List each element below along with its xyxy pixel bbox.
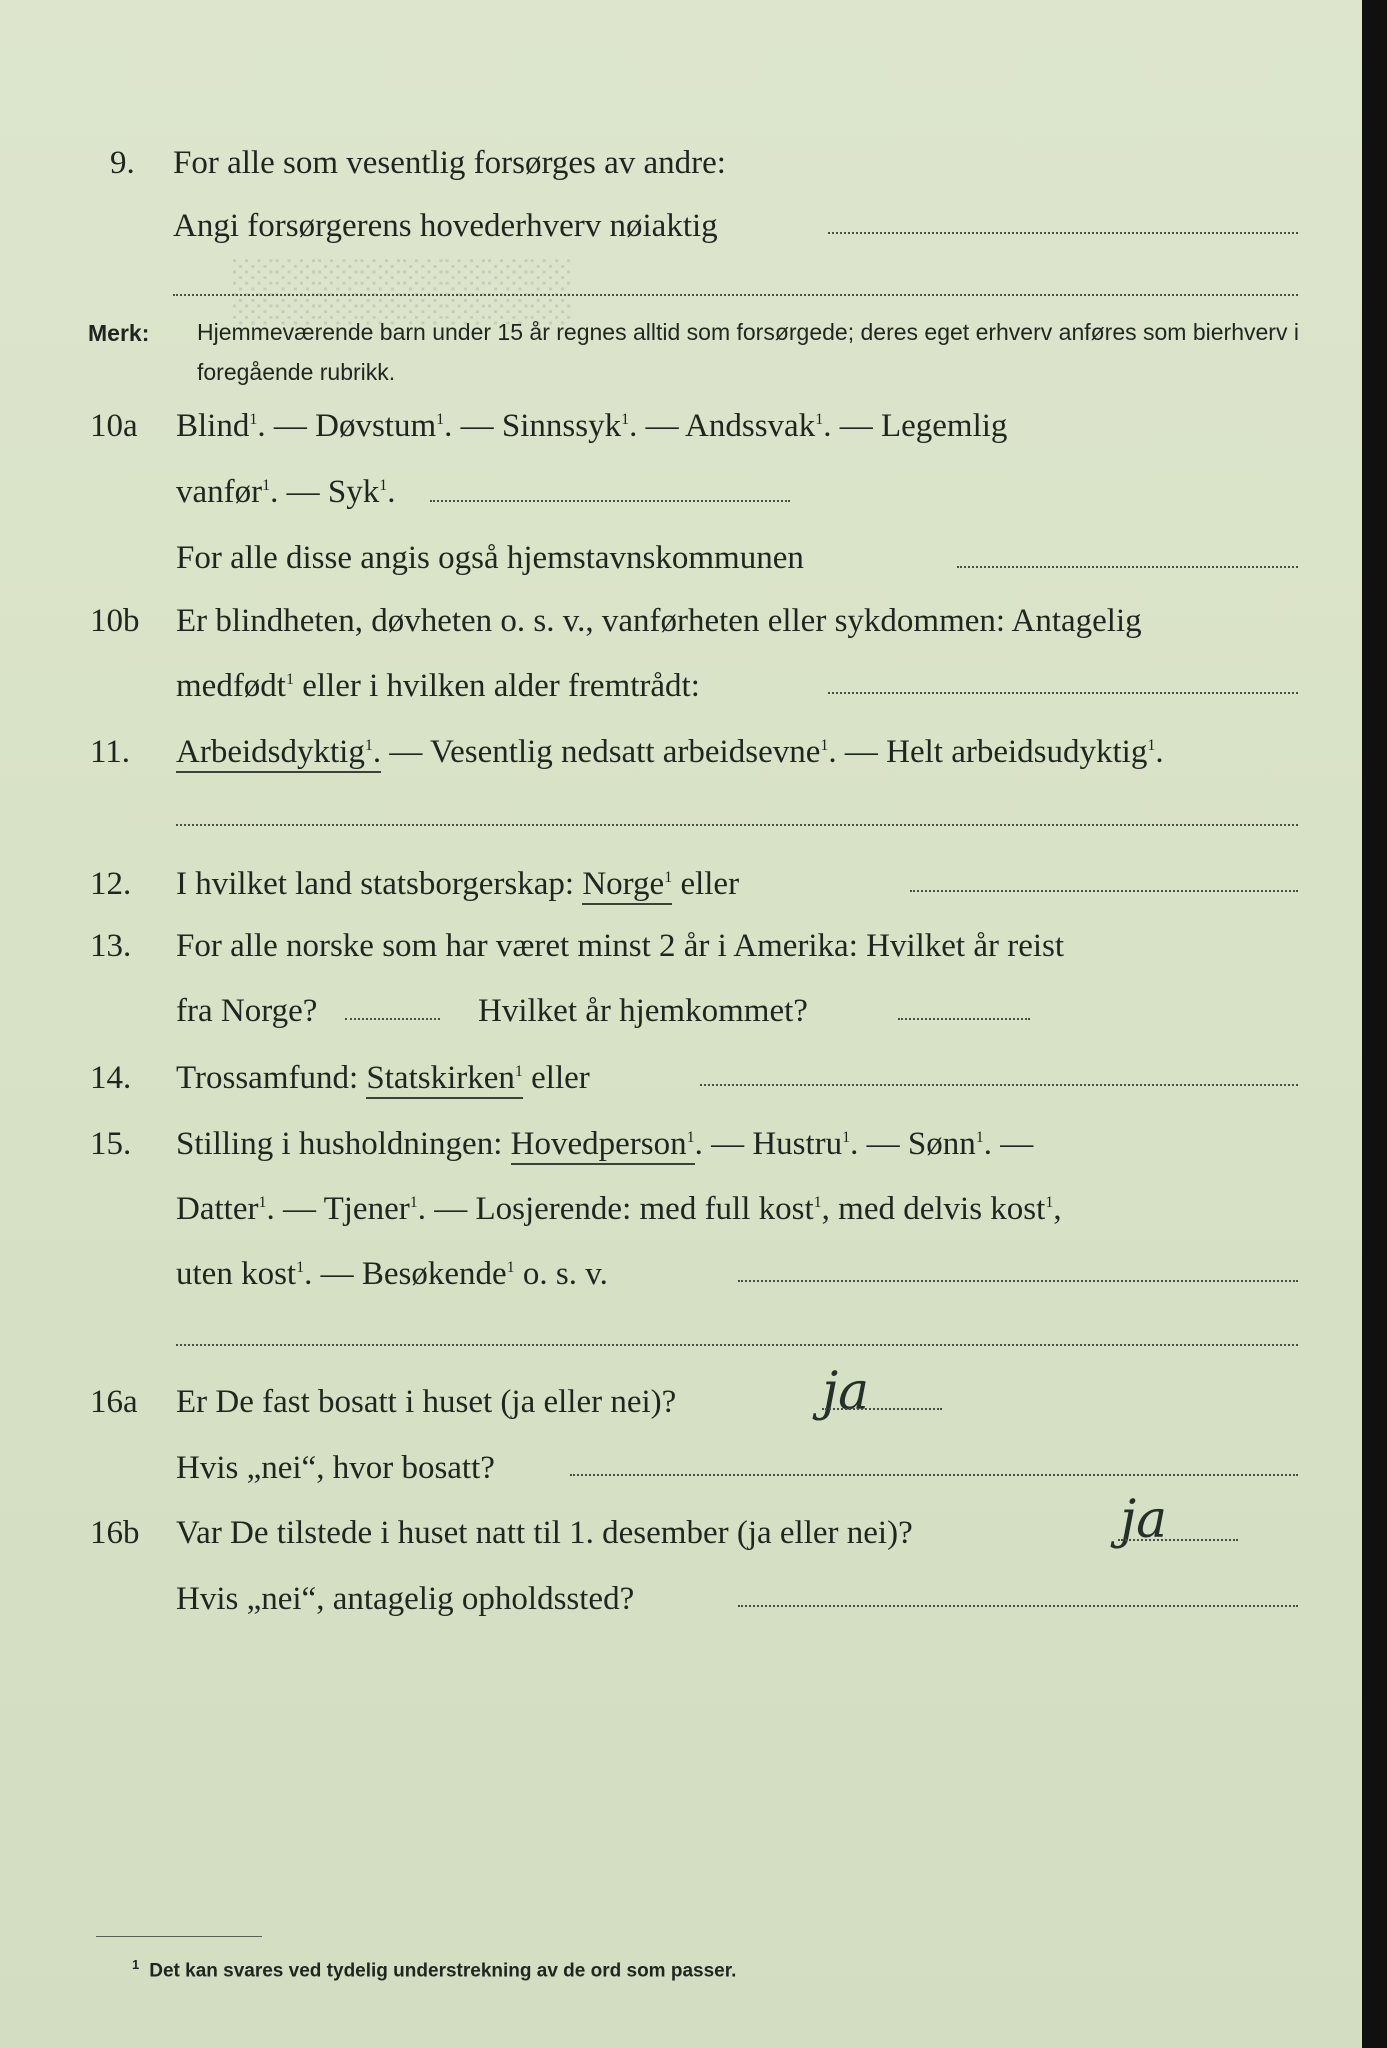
- q14-line: Trossamfund: Statskirken$^1$ eller: [176, 1060, 590, 1097]
- q10b-line2: medfødt$^1$ eller i hvilken alder fremtrådt:: [176, 668, 700, 704]
- q16b-line2: Hvis „nei“, antagelig opholdssted?: [176, 1581, 635, 1617]
- q10a-number: 10a: [90, 408, 138, 444]
- option-norge[interactable]: Norge$^1$: [582, 866, 672, 905]
- q13-number: 13.: [90, 928, 132, 964]
- option-vesentlig-nedsatt[interactable]: Vesentlig nedsatt arbeidsevne$^1$.: [429, 734, 837, 770]
- option-hovedperson[interactable]: Hovedperson$^1$: [511, 1126, 695, 1165]
- q16a-bosatt-line[interactable]: [570, 1474, 1298, 1476]
- option-datter[interactable]: Datter$^1$.: [176, 1191, 275, 1227]
- q9-line2: Angi forsørgerens hovederhverv nøiaktig: [173, 208, 718, 244]
- q10a-line1: Blind$^1$. — Døvstum$^1$. — Sinnssyk$^1$. — Andssvak$^1$. — Legemlig: [176, 408, 1008, 444]
- q12-line: I hvilket land statsborgerskap: Norge$^1$ eller: [176, 866, 739, 903]
- q9-answer-line-2[interactable]: [173, 294, 1298, 296]
- option-vanfor[interactable]: vanfør$^1$.: [176, 474, 279, 510]
- q9-line1: For alle som vesentlig forsørges av andre:: [173, 145, 726, 181]
- q10b-answer-line[interactable]: [828, 692, 1298, 694]
- option-tjener[interactable]: Tjener$^1$.: [323, 1191, 426, 1227]
- option-arbeidsdyktig[interactable]: Arbeidsdyktig$^1$.: [176, 734, 381, 773]
- q11-answer-line[interactable]: [176, 824, 1298, 826]
- option-hustru[interactable]: Hustru$^1$.: [752, 1126, 859, 1162]
- q10a-line2: vanfør$^1$. — Syk$^1$.: [176, 474, 396, 510]
- option-dovstum[interactable]: Døvstum$^1$.: [315, 408, 453, 444]
- q13-hjemkommet: Hvilket år hjemkommet?: [478, 993, 808, 1029]
- option-besokende[interactable]: Besøkende$^1$: [361, 1256, 515, 1292]
- q13-hjemkommet-line[interactable]: [898, 1018, 1030, 1020]
- option-sinnssyk[interactable]: Sinnssyk$^1$.: [501, 408, 638, 444]
- q9-number: 9.: [110, 145, 135, 181]
- q10a-kommune-line[interactable]: [957, 566, 1298, 568]
- q16a-line1: Er De fast bosatt i huset (ja eller nei)?: [176, 1384, 677, 1420]
- footnote: $^1$ Det kan svares ved tydelig understrekning av de ord som passer.: [132, 1957, 737, 1982]
- q14-number: 14.: [90, 1060, 132, 1096]
- option-statskirken[interactable]: Statskirken$^1$: [366, 1060, 522, 1099]
- q15-line3: uten kost$^1$. — Besøkende$^1$ o. s. v.: [176, 1256, 608, 1292]
- scan-edge: [1362, 0, 1387, 2048]
- option-uten-kost[interactable]: uten kost$^1$.: [176, 1256, 313, 1292]
- option-delvis-kost[interactable]: med delvis kost$^1$,: [838, 1191, 1062, 1227]
- q9-answer-line[interactable]: [828, 232, 1298, 234]
- show-through-decoration: ░░░░░░░░: [230, 256, 571, 322]
- q12-answer-line[interactable]: [910, 890, 1298, 892]
- option-helt-arbeidsudyktig[interactable]: Helt arbeidsudyktig$^1$.: [886, 734, 1164, 770]
- q14-answer-line[interactable]: [700, 1084, 1298, 1086]
- q16b-opholdssted-line[interactable]: [738, 1605, 1298, 1607]
- q16b-line1: Var De tilstede i huset natt til 1. desember (ja eller nei)?: [176, 1515, 913, 1551]
- q10a-line3: For alle disse angis også hjemstavnskommunen: [176, 540, 804, 576]
- option-medfodt[interactable]: medfødt$^1$: [176, 668, 294, 704]
- q13-line1: For alle norske som har været minst 2 år i Amerika: Hvilket år reist: [176, 928, 1065, 964]
- q16a-number: 16a: [90, 1384, 138, 1420]
- q15-answer-line-2[interactable]: [176, 1344, 1298, 1346]
- q15-line2: Datter$^1$. — Tjener$^1$. — Losjerende: med full kost$^1$, med delvis kost$^1$,: [176, 1191, 1062, 1227]
- option-andssvak[interactable]: Andssvak$^1$.: [685, 408, 832, 444]
- q11-line: Arbeidsdyktig$^1$. — Vesentlig nedsatt arbeidsevne$^1$. — Helt arbeidsudyktig$^1$.: [176, 734, 1164, 771]
- q16a-answer-line[interactable]: [822, 1408, 942, 1410]
- q10b-line1: Er blindheten, døvheten o. s. v., vanførheten eller sykdommen: Antagelig: [176, 603, 1142, 639]
- q13-reist-line[interactable]: [345, 1018, 440, 1020]
- q10a-answer-line[interactable]: [430, 500, 790, 502]
- q15-answer-line[interactable]: [738, 1280, 1298, 1282]
- q10b-number: 10b: [90, 603, 140, 639]
- q12-number: 12.: [90, 866, 132, 902]
- q16a-line2: Hvis „nei“, hvor bosatt?: [176, 1450, 495, 1486]
- q15-number: 15.: [90, 1126, 132, 1162]
- option-legemlig[interactable]: Legemlig: [880, 408, 1008, 444]
- q16b-number: 16b: [90, 1515, 140, 1551]
- option-blind[interactable]: Blind$^1$.: [176, 408, 266, 444]
- q11-number: 11.: [90, 734, 131, 770]
- q16a-handwritten-answer: ja: [822, 1362, 870, 1422]
- footnote-rule: [96, 1936, 262, 1937]
- q16b-handwritten-answer: ja: [1120, 1490, 1168, 1550]
- q13-fra-norge: fra Norge?: [176, 993, 318, 1029]
- option-full-kost[interactable]: med full kost$^1$,: [639, 1191, 830, 1227]
- option-sonn[interactable]: Sønn$^1$.: [907, 1126, 993, 1162]
- q15-line1: Stilling i husholdningen: Hovedperson$^1$. — Hustru$^1$. — Sønn$^1$. —: [176, 1126, 1033, 1163]
- merk-text: Hjemmeværende barn under 15 år regnes alltid som forsørgede; deres eget erhverv anføres som bierhverv i foregående rubrikk.: [197, 319, 1299, 385]
- q16b-answer-line[interactable]: [1118, 1539, 1238, 1541]
- merk-label: Merk:: [88, 320, 150, 346]
- option-syk[interactable]: Syk$^1$.: [327, 474, 396, 510]
